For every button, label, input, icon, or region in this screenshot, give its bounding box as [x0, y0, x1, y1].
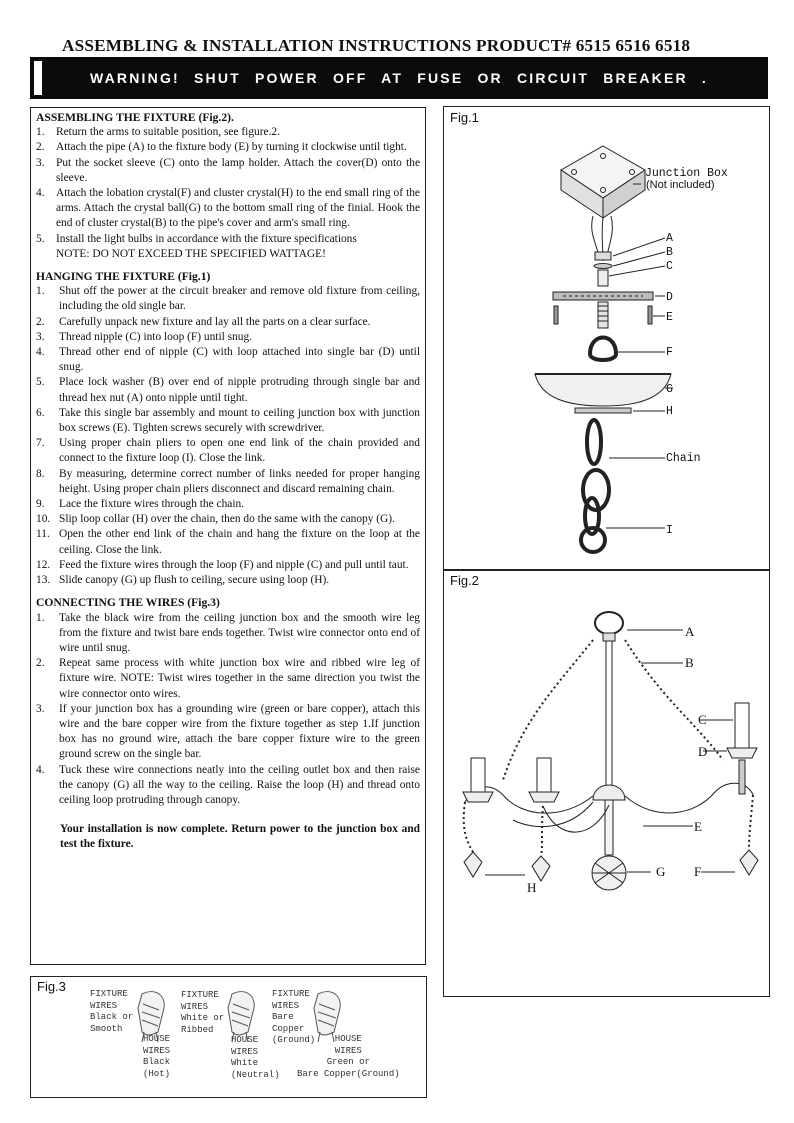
step-number: 13. — [36, 574, 51, 587]
fig3-label: Fig.3 — [37, 979, 66, 994]
wattage-note: NOTE: DO NOT EXCEED THE SPECIFIED WATTAGE! — [56, 247, 326, 260]
step-text: Thread other end of nipple (C) with loop attached into single bar (D) until snug. — [59, 346, 420, 374]
warning-banner — [30, 57, 768, 99]
step-text: Slip loop collar (H) over the chain, then do the same with the canopy (G). — [59, 513, 395, 526]
step-number: 1. — [36, 126, 45, 139]
step-text: Thread nipple (C) into loop (F) until snug. — [59, 330, 252, 343]
step-item — [36, 763, 420, 809]
step-text: Take this single bar assembly and mount to ceiling junction box with junction box screws (E). Tighten screws securely with screwdriver. — [59, 406, 420, 435]
connecting-heading: CONNECTING THE WIRES (Fig.3) — [36, 596, 220, 610]
step-item — [36, 232, 420, 247]
fig3-house-wires-1: HOUSE WIRES Black (Hot) — [143, 1034, 171, 1079]
fig2-part-e: E — [694, 819, 702, 834]
step-number: 7. — [36, 437, 45, 450]
hanging-heading: HANGING THE FIXTURE (Fig.1) — [36, 270, 211, 284]
step-text: Slide canopy (G) up flush to ceiling, secure using loop (H). — [59, 574, 330, 587]
step-item — [36, 436, 420, 466]
step-item — [36, 497, 420, 512]
step-number: 4. — [36, 763, 45, 776]
fig2-part-b: B — [685, 655, 694, 670]
fig2-part-d: D — [698, 744, 708, 759]
fig1-chain: Chain — [666, 452, 701, 465]
step-number: 3. — [36, 330, 45, 343]
warning-text: WARNING! SHUT POWER OFF AT FUSE OR CIRCUIT BREAKER . — [89, 70, 709, 86]
fig2-part-a: A — [685, 624, 695, 639]
step-number: 8. — [36, 467, 45, 480]
step-item — [36, 573, 420, 588]
step-number: 12. — [36, 558, 51, 571]
step-item — [36, 330, 420, 345]
fig1-part-b: B — [666, 246, 673, 259]
step-item — [36, 527, 420, 557]
step-text: Feed the fixture wires through the loop (F) and nipple (C) and pull until taut. — [59, 558, 409, 571]
step-number: 1. — [36, 285, 45, 298]
step-item — [36, 140, 420, 155]
fig1-part-d: D — [666, 291, 673, 304]
step-item — [36, 512, 420, 527]
step-number: 9. — [36, 498, 45, 511]
hanging-steps — [36, 284, 420, 588]
fig1-part-i: I — [666, 524, 673, 537]
fig2-part-g: G — [656, 864, 666, 879]
fig3-house-wires-3: HOUSE WIRES Green or Bare Copper(Ground) — [297, 1034, 400, 1079]
step-text: Install the light bulbs in accordance with the fixture specifications — [56, 232, 357, 245]
step-item — [36, 315, 420, 330]
completion-note: Your installation is now complete. Return power to the junction box and test the fixture. — [60, 823, 420, 851]
step-item — [36, 156, 420, 186]
step-number: 6. — [36, 406, 45, 419]
instructions-text — [36, 110, 420, 853]
fig1-part-a: A — [666, 232, 673, 245]
step-item — [36, 611, 420, 657]
fig1-label: Fig.1 — [450, 110, 479, 125]
fig2-label: Fig.2 — [450, 573, 479, 588]
step-text: By measuring, determine correct number of links needed for proper hanging height. Using proper chain pliers disconnect and discard remaining chain. — [59, 467, 420, 495]
step-number: 3. — [36, 156, 45, 169]
fig3-fixture-wires-2: FIXTURE WIRES White or Ribbed — [181, 990, 225, 1035]
fig3-fixture-wires-3: FIXTURE WIRES Bare Copper (Ground) — [272, 989, 316, 1045]
not-included-label: (Not included) — [646, 179, 715, 191]
step-text: Attach the pipe (A) to the fixture body (E) by turning it clockwise until tight. — [56, 141, 407, 154]
step-text: Using proper chain pliers to open one end link of the chain provided and connect to the fixture loop (I). Close the link. — [59, 437, 420, 465]
step-text: Place lock washer (B) over end of nipple protruding through single bar and thread hex nut (A) onto nipple until tight. — [59, 376, 420, 404]
fig3-fixture-wires-1: FIXTURE WIRES Black or Smooth — [90, 989, 134, 1034]
fig2-part-h: H — [527, 880, 537, 895]
step-item — [36, 345, 420, 375]
step-number: 4. — [36, 346, 45, 359]
fig1-part-h: H — [666, 405, 673, 418]
fig2-part-f: F — [694, 864, 702, 879]
fig2-part-c: C — [698, 712, 707, 727]
step-item — [36, 406, 420, 436]
step-text: Attach the lobation crystal(F) and cluster crystal(H) to the end small ring of the arms. Attach the crystal ball(G) to the bottom small ring of the finial. Hook the end of cluster crystal(B) to the pipe's cover and arm's small ring. — [56, 187, 420, 230]
fig1-part-c: C — [666, 260, 673, 273]
step-number: 2. — [36, 657, 45, 670]
step-item — [36, 186, 420, 232]
step-number: 2. — [36, 141, 45, 154]
step-text: Tuck these wire connections neatly into the ceiling outlet box and then raise the canopy (G) all the way to the ceiling. Raise the loop (H) and thread onto ceiling loop protruding through canopy. — [59, 763, 420, 806]
step-text: Lace the fixture wires through the chain. — [59, 498, 245, 511]
junction-box-label: Junction Box — [645, 167, 728, 180]
fig2-drawing — [443, 570, 770, 997]
step-text: Shut off the power at the circuit breaker and remove old fixture from ceiling, including the old single bar. — [59, 285, 420, 313]
step-text: Repeat same process with white junction box wire and ribbed wire leg of fixture wire. NOTE: Twist wires together in the same direction you twist the wire connector onto wires. — [59, 657, 420, 700]
step-number: 1. — [36, 611, 45, 624]
step-item — [36, 284, 420, 314]
connecting-steps — [36, 611, 420, 809]
step-number: 5. — [36, 376, 45, 389]
fig3-house-wires-2: HOUSE WIRES White (Neutral) — [231, 1035, 280, 1080]
step-number: 11. — [36, 528, 50, 541]
step-text: Put the socket sleeve (C) onto the lamp holder. Attach the cover(D) onto the sleeve. — [56, 156, 420, 184]
step-item — [36, 656, 420, 702]
step-item — [36, 125, 420, 140]
document-title: ASSEMBLING & INSTALLATION INSTRUCTIONS PRODUCT# 6515 6516 6518 — [62, 36, 691, 55]
step-text: If your junction box has a grounding wire (green or bare copper), attach this wire and the bare copper wire from the fixture together as step 1.If junction box has no ground wire, attach the bare copper fixture wire to the green ground screw on the single bar. — [59, 702, 420, 761]
step-text: Return the arms to suitable position, see figure.2. — [56, 126, 280, 139]
step-number: 4. — [36, 187, 45, 200]
step-number: 10. — [36, 513, 51, 526]
fig1-part-e: E — [666, 311, 673, 324]
step-number: 3. — [36, 702, 45, 715]
step-text: Open the other end link of the chain and hang the fixture on the loop at the ceiling. Close the link. — [59, 528, 420, 556]
fig1-part-f: F — [666, 346, 673, 359]
step-number: 5. — [36, 232, 45, 245]
step-item — [36, 375, 420, 405]
step-text: Carefully unpack new fixture and lay all the parts on a clear surface. — [59, 315, 371, 328]
step-text: Take the black wire from the ceiling junction box and the smooth wire leg from the fixture and twist bare ends together. Twist wire connector onto end of wire until snug. — [59, 611, 420, 654]
step-item — [36, 467, 420, 497]
assembling-steps — [36, 125, 420, 247]
step-item — [36, 558, 420, 573]
assembling-heading: ASSEMBLING THE FIXTURE (Fig.2). — [36, 111, 234, 124]
step-number: 2. — [36, 315, 45, 328]
step-item — [36, 702, 420, 763]
fig1-part-g: G — [666, 383, 673, 396]
